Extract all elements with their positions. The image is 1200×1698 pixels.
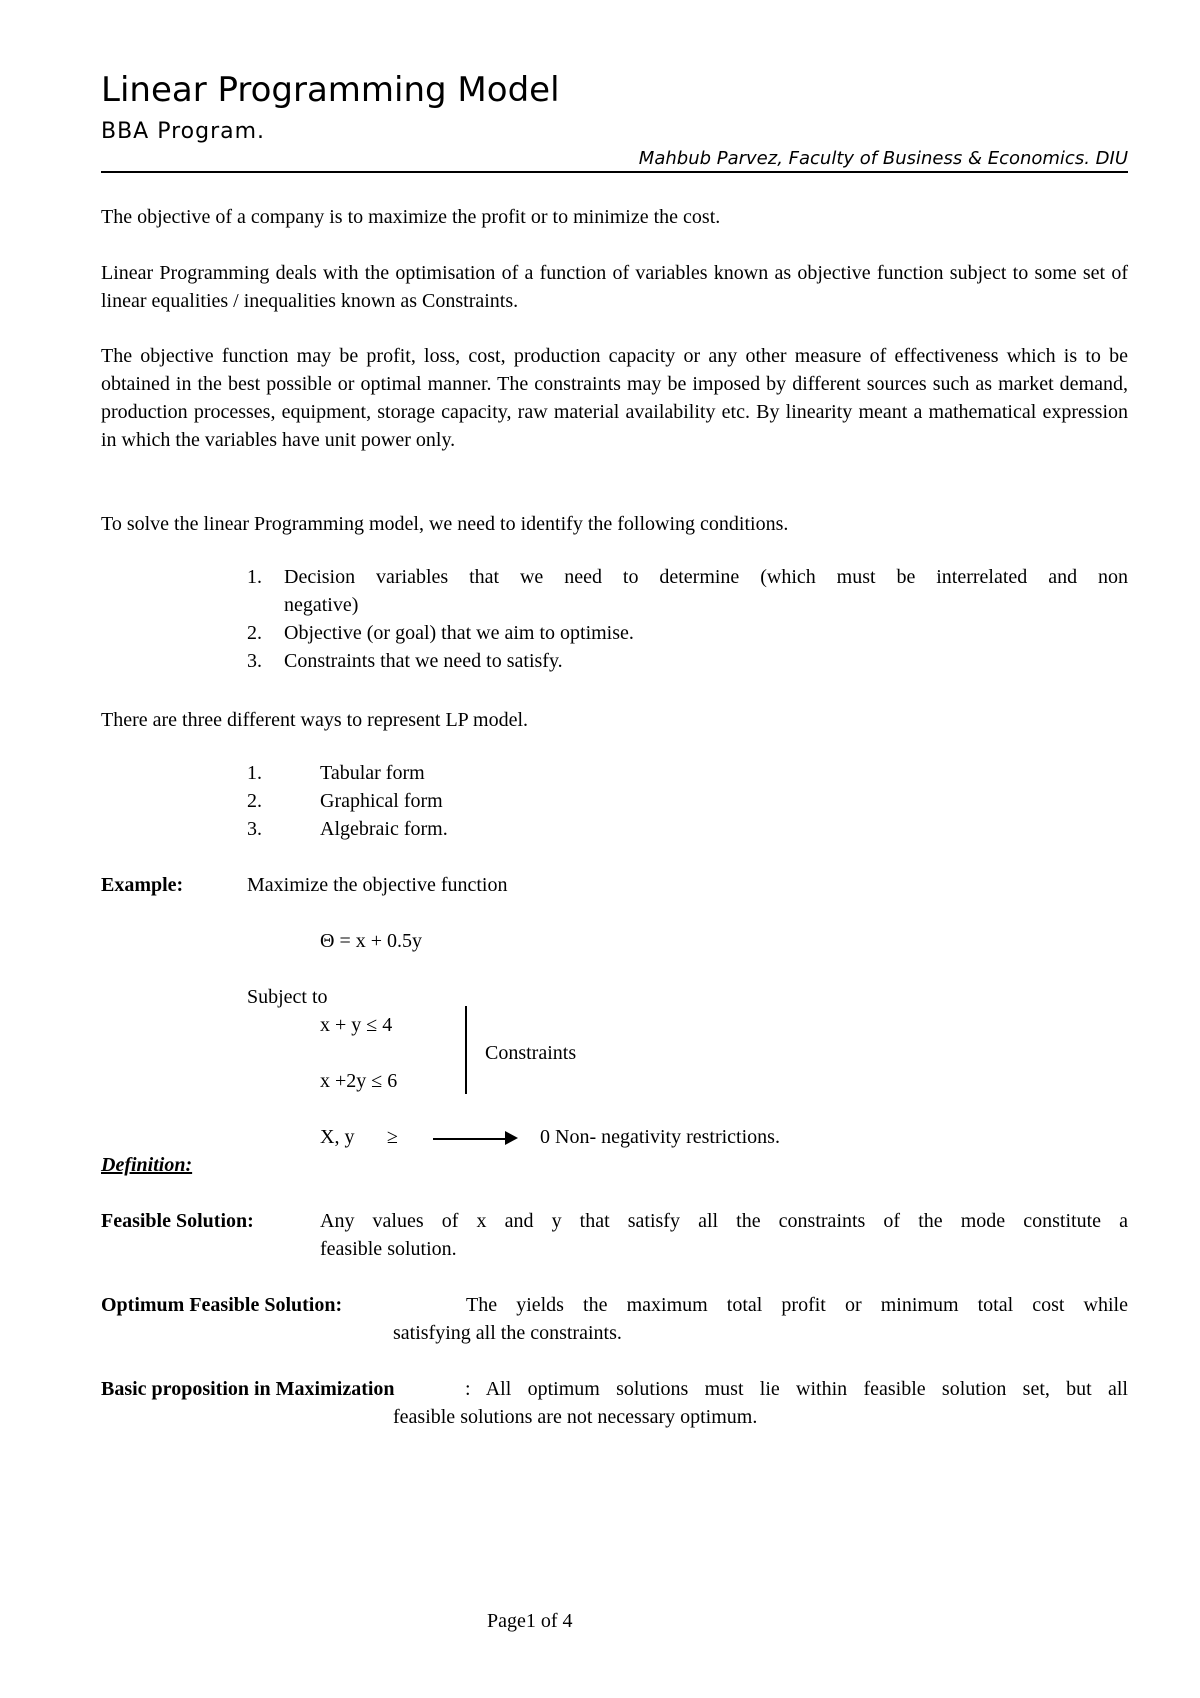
basic-def-line1: : All optimum solutions must lie within feasible solution set, but all: [465, 1378, 1128, 1400]
condition-3-number: 3.: [247, 650, 262, 672]
condition-2-text: Objective (or goal) that we aim to optimise.: [284, 622, 634, 644]
example-label: Example:: [101, 874, 184, 896]
header-rule: [101, 171, 1128, 173]
paragraph-objective: The objective of a company is to maximize the profit or to minimize the cost.: [101, 206, 721, 228]
form-2-text: Graphical form: [320, 790, 443, 812]
arrow-right-icon: [505, 1131, 518, 1145]
paragraph-lp-definition: Linear Programming deals with the optimisation of a function of variables known as objective function subject to some set of linear equalities / inequalities known as Constraints.: [101, 262, 1128, 312]
basic-def-line2: feasible solutions are not necessary optimum.: [393, 1406, 758, 1428]
nonneg-symbol: ≥: [387, 1126, 398, 1148]
constraint-2: x +2y ≤ 6: [320, 1070, 398, 1092]
basic-term: Basic proposition in Maximization: [101, 1378, 395, 1400]
author-line: Mahbub Parvez, Faculty of Business & Economics. DIU: [638, 148, 1128, 169]
condition-1-text-line2: negative): [284, 594, 359, 616]
doc-subtitle: BBA Program.: [101, 119, 266, 144]
form-1-text: Tabular form: [320, 762, 425, 784]
page-number: Page1 of 4: [487, 1610, 573, 1632]
condition-1-text-line1: Decision variables that we need to determine (which must be interrelated and non: [284, 566, 1128, 588]
form-1-number: 1.: [247, 762, 262, 784]
feasible-term: Feasible Solution:: [101, 1210, 254, 1232]
subject-to-label: Subject to: [247, 986, 328, 1008]
optimum-term: Optimum Feasible Solution:: [101, 1294, 343, 1316]
example-intro: Maximize the objective function: [247, 874, 508, 896]
paragraph-conditions-intro: To solve the linear Programming model, we need to identify the following conditions.: [101, 513, 789, 535]
definition-heading: Definition:: [101, 1154, 193, 1176]
form-3-number: 3.: [247, 818, 262, 840]
constraints-brace: [465, 1006, 467, 1094]
form-3-text: Algebraic form.: [320, 818, 448, 840]
paragraph-objective-function: The objective function may be profit, loss, cost, production capacity or any other measure of effectiveness which is to be obtained in the best possible or optimal manner. The constraints may be imposed by different sources such as market demand, production processes, equipment, storage capacity, raw material availability etc. By linearity meant a mathematical expression in which the variables have unit power only.: [101, 345, 1128, 451]
feasible-def-line2: feasible solution.: [320, 1238, 457, 1260]
objective-function: Θ = x + 0.5y: [320, 930, 423, 952]
form-2-number: 2.: [247, 790, 262, 812]
doc-title: Linear Programming Model: [101, 70, 560, 110]
optimum-def-line1: The yields the maximum total profit or minimum total cost while: [466, 1294, 1128, 1316]
optimum-def-line2: satisfying all the constraints.: [393, 1322, 622, 1344]
arrow-line: [433, 1138, 510, 1140]
constraint-1: x + y ≤ 4: [320, 1014, 393, 1036]
condition-1-number: 1.: [247, 566, 262, 588]
nonneg-text: 0 Non- negativity restrictions.: [540, 1126, 780, 1148]
constraints-label: Constraints: [485, 1042, 577, 1064]
paragraph-forms-intro: There are three different ways to represent LP model.: [101, 709, 529, 731]
feasible-def-line1: Any values of x and y that satisfy all the constraints of the mode constitute a: [320, 1210, 1128, 1232]
nonneg-variables: X, y: [320, 1126, 355, 1148]
condition-3-text: Constraints that we need to satisfy.: [284, 650, 563, 672]
condition-2-number: 2.: [247, 622, 262, 644]
